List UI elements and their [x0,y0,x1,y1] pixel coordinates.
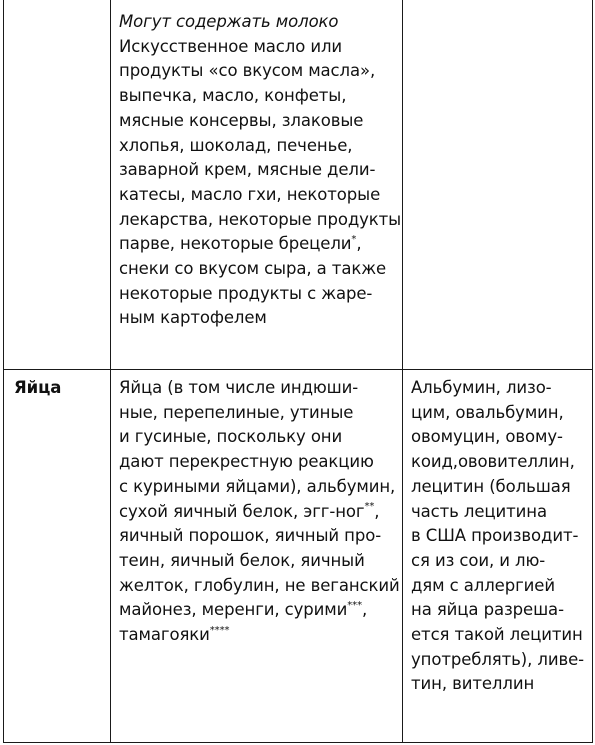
milk-line: катесы, масло гхи, некоторые [119,184,381,204]
egg-other-names-cell [411,376,584,697]
other-name-line: часть лецитина [411,501,547,521]
column-divider-1 [110,0,111,743]
egg-line [119,623,400,648]
egg-line-text: майонез, меренги, сурими [119,600,348,620]
milk-line: заварной крем, мясные дели- [119,160,376,180]
footnote-mark: ** [364,501,375,513]
milk-line: мясные консервы, злаковые [119,110,364,130]
other-name-line: лецитин (большая [411,476,571,496]
other-name-line: цим, овальбумин, [411,402,564,422]
other-name-line: на яйца разреша- [411,600,564,620]
egg-ingredients-cell [119,376,400,648]
egg-line: дают перекрестную реакцию [119,452,374,472]
allergen-name: Яйца [14,378,62,397]
other-name-line: употреблять), ливе- [411,649,584,669]
milk-may-contain-cell [119,10,401,331]
other-name-line: ется такой лецитин [411,625,583,645]
table-border-left [3,0,4,743]
allergen-name-cell [14,376,61,401]
other-name-line: в США производит- [411,526,579,546]
egg-line: сухой яичный белок, эгг-ног**, [119,501,380,521]
milk-line: выпечка, масло, конфеты, [119,86,347,106]
other-name-line: овомуцин, овому- [411,427,563,447]
milk-line: лекарства, некоторые продукты [119,209,402,229]
table-border-right [592,0,593,743]
other-name-line: тин, вителлин [411,674,535,694]
milk-line: снеки со вкусом сыра, а также [119,259,387,279]
milk-line: ным картофелем [119,308,267,328]
egg-line: с куриными яйцами), альбумин, [119,476,396,496]
milk-line-text: парве, некоторые брецели [119,234,352,254]
milk-line: парве, некоторые брецели*, [119,233,362,254]
milk-line: Искусственное масло или [119,36,343,56]
egg-line: теин, яичный белок, яичный [119,550,365,570]
column-divider-2 [402,0,403,743]
other-name-line: Альбумин, лизо- [411,378,552,397]
egg-line [119,598,400,623]
footnote-mark: * [351,233,357,245]
egg-line: и гусиные, поскольку они [119,427,343,447]
milk-line: продукты «со вкусом масла», [119,61,376,81]
milk-line: хлопья, шоколад, печенье, [119,135,353,155]
other-name-line: ся из сои, и лю- [411,550,546,570]
egg-line: желток, глобулин, не веганский [119,575,400,595]
egg-line-text: сухой яичный белок, эгг-ног [119,501,365,521]
egg-line-text: тамагояки [119,625,210,645]
row-divider [3,369,593,370]
egg-line-tail: , [361,600,368,620]
may-contain-subheading: Могут содержать молоко [119,12,339,31]
other-name-line: коид,ововителлин, [411,452,575,472]
table-border-bottom [3,742,593,743]
egg-line: Яйца (в том числе индюши- [119,378,359,397]
footnote-mark: **** [209,624,230,636]
milk-line: некоторые продукты с жаре- [119,283,373,303]
other-name-line: дям с аллергией [411,575,555,595]
egg-line: ные, перепелиные, утиные [119,402,354,422]
footnote-mark: *** [347,599,362,611]
egg-line: яичный порошок, яичный про- [119,526,382,546]
